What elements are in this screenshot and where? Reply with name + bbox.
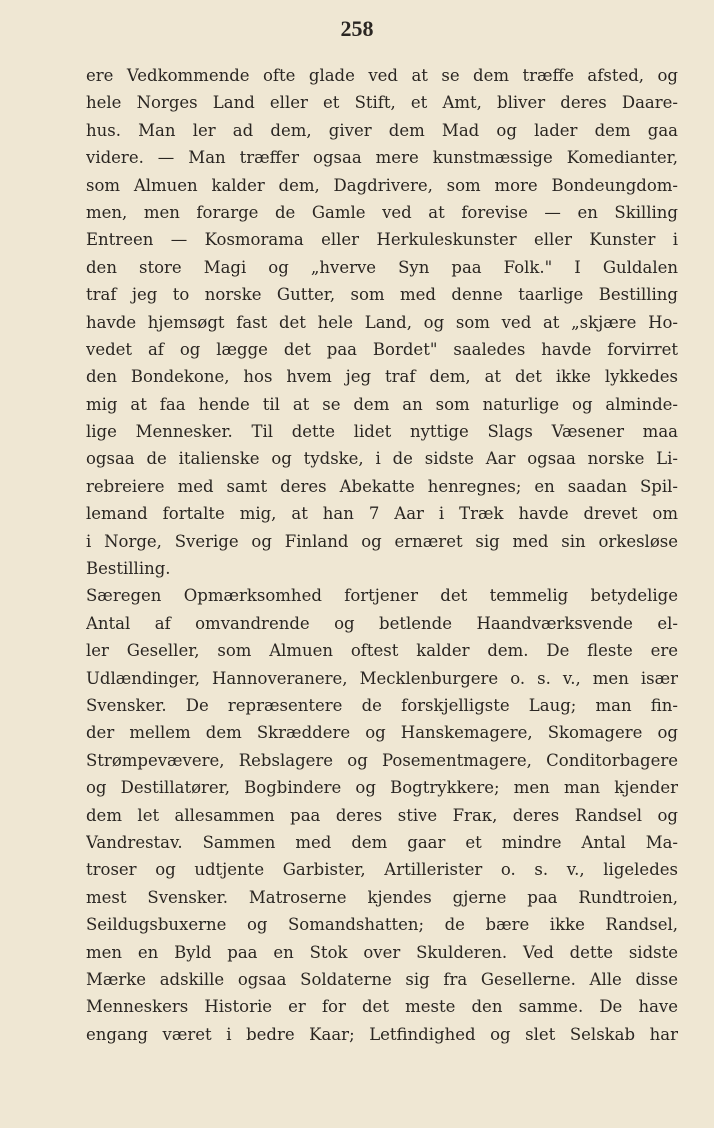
text-line: engang været i bedre Kaar; Letfindighed og slet Selskab har: [86, 1024, 678, 1044]
text-line: Antal af omvandrende og betlende Haandværksvende el-: [86, 613, 678, 633]
text-line: dem let allesammen paa deres stive Fraк, deres Randsel og: [86, 805, 678, 825]
text-line: Særegen Opmærksomhed fortjener det temmelig betydelige: [86, 586, 678, 606]
page-number: 258: [340, 16, 374, 41]
text-line: rebreiere med samt deres Abekatte henregnes; en saadan Spil-: [86, 476, 678, 496]
text-line: mest Svensker. Matroserne kjendes gjerne paa Rundtroien,: [86, 887, 678, 907]
text-line: lemand fortalte mig, at han 7 Aar i Træk havde drevet om: [86, 504, 678, 524]
text-line: hus. Man ler ad dem, giver dem Mad og lader dem gaa: [86, 120, 678, 140]
text-line: som Almuen kalder dem, Dagdrivere, som more Bondeungdom-: [86, 175, 678, 195]
text-line: men, men forarge de Gamle ved at forevise — en Skilling: [86, 202, 678, 222]
text-line: men en Byld paa en Stok over Skulderen. Ved dette sidste: [86, 942, 678, 962]
text-line: Vandrestav. Sammen med dem gaar et mindre Antal Ma-: [86, 832, 678, 852]
text-line: lige Mennesker. Til dette lidet nyttige Slags Væsener maa: [86, 422, 678, 442]
text-line: den store Magi og „hverve Syn paa Folk." I Guldalen: [86, 257, 678, 277]
text-line: ere Vedkommende ofte glade ved at se dem træffe afsted, og: [86, 66, 678, 85]
text-line: ler Geseller, som Almuen oftest kalder dem. De fleste ere: [86, 641, 678, 661]
text-line: havde hjemsøgt fast det hele Land, og som ved at „skjære Ho-: [86, 312, 678, 332]
text-line: Svensker. De repræsentere de forskjelligste Laug; man fin-: [86, 695, 678, 715]
text-line: traf jeg to norske Gutter, som med denne taarlige Bestilling: [86, 285, 678, 305]
text-line: mig at faa hende til at se dem an som naturlige og alminde-: [86, 394, 678, 414]
text-line: Menneskers Historie er for det meste den samme. De have: [86, 997, 678, 1017]
text-line: Bestilling.: [86, 559, 171, 579]
text-line: videre. — Man træffer ogsaa mere kunstmæssige Komedianter,: [86, 148, 678, 168]
text-line: Strømpevævere, Rebslagere og Posementmagere, Conditorbagere: [86, 750, 678, 770]
text-line: der mellem dem Skræddere og Hanskemagere, Skomagere og: [86, 723, 678, 743]
text-line: hele Norges Land eller et Stift, et Amt, bliver deres Daare-: [86, 93, 678, 113]
text-line: vedet af og lægge det paa Bordet" saaledes havde forvirret: [86, 339, 678, 359]
text-line: Entreen — Kosmorama eller Herkuleskunster eller Kunster i: [86, 230, 678, 250]
text-line: Mærke adskille ogsaa Soldaterne sig fra Gesellerne. Alle disse: [86, 969, 678, 989]
text-line: troser og udtjente Garbister, Artillerister o. s. v., ligeledes: [86, 860, 678, 880]
text-line: Seildugsbuxerne og Somandshatten; de bære ikke Randsel,: [86, 915, 678, 935]
text-line: i Norge, Sverige og Finland og ernæret sig med sin orkesløse: [86, 531, 678, 551]
text-line: ogsaa de italienske og tydske, i de sidste Aar ogsaa norske Li-: [86, 449, 678, 469]
text-line: Udlændinger, Hannoveranere, Mecklenburgere o. s. v., men især: [86, 668, 678, 688]
text-line: den Bondekone, hos hvem jeg traf dem, at det ikke lykkedes: [86, 367, 678, 387]
text-line: og Destillatører, Bogbindere og Bogtrykkere; men man kjender: [86, 778, 678, 798]
body-text: [86, 62, 678, 1048]
